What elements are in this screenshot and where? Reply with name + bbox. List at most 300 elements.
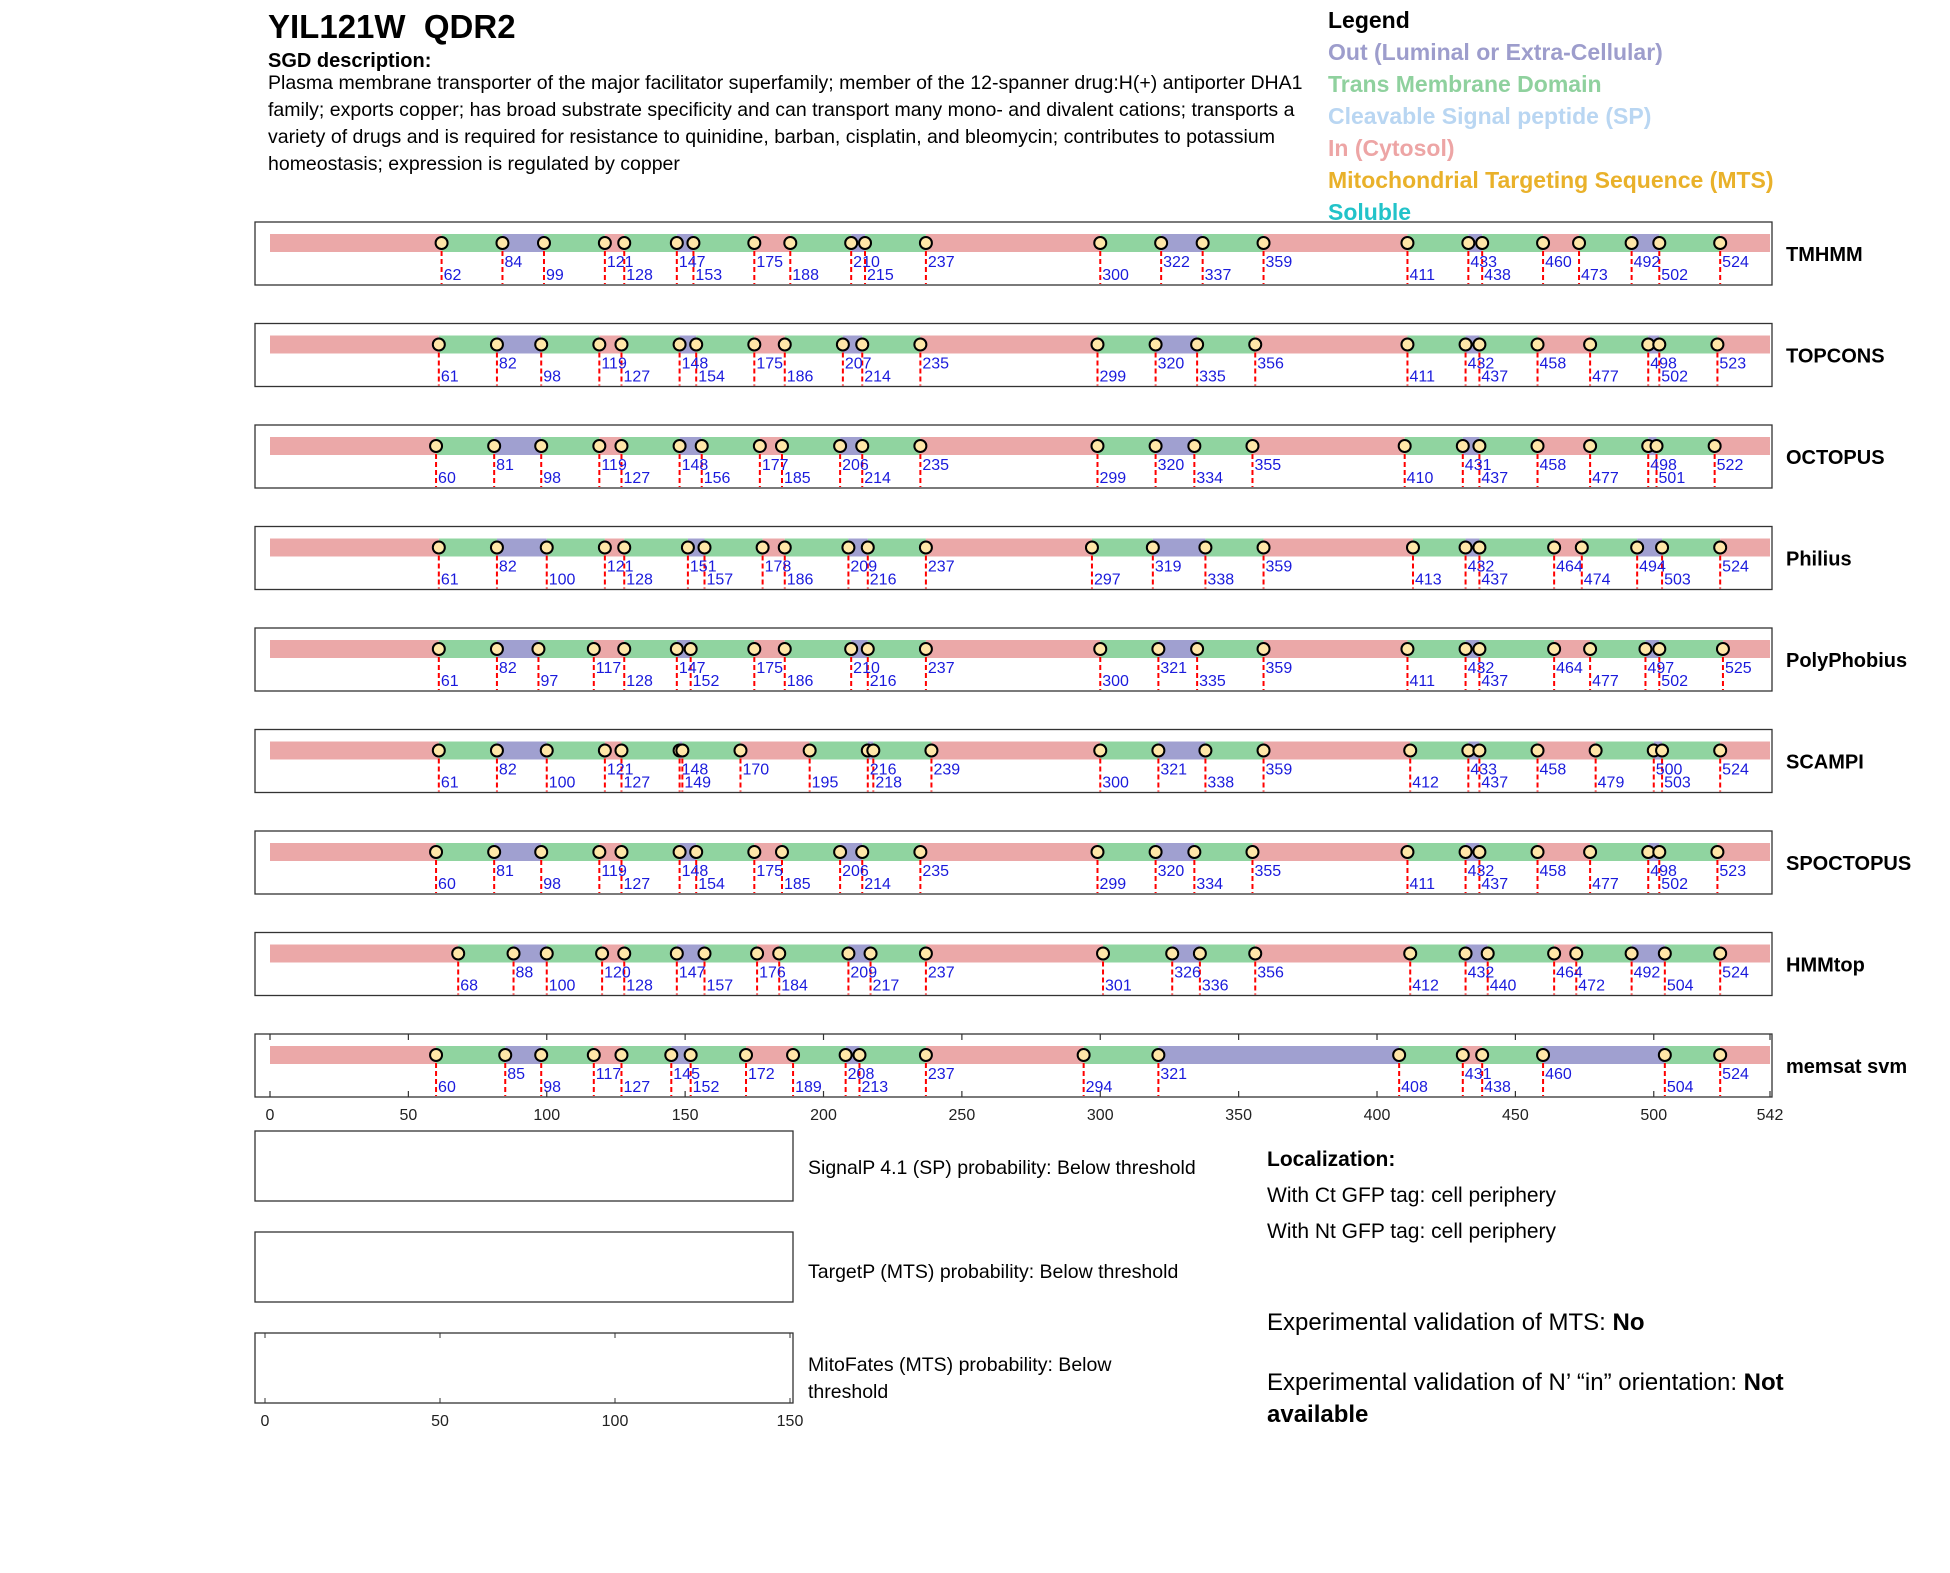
boundary-circle (845, 643, 857, 655)
boundary-circle (535, 339, 547, 351)
segment-tm (705, 539, 763, 557)
boundary-label: 148 (681, 355, 709, 373)
boundary-circle (776, 440, 788, 452)
segment-tm (1482, 234, 1543, 252)
segment-in (1252, 843, 1407, 861)
predictor-label-spoctopus: SPOCTOPUS (1786, 853, 1912, 875)
segment-out (497, 539, 547, 557)
segment-tm (621, 437, 679, 455)
boundary-circle (593, 339, 605, 351)
boundary-circle (914, 846, 926, 858)
boundary-label: 151 (689, 558, 717, 576)
boundary-circle (856, 339, 868, 351)
segment-tm (1479, 539, 1554, 557)
segment-out (1158, 1046, 1399, 1064)
boundary-label: 524 (1722, 254, 1749, 271)
segment-tm (790, 234, 851, 252)
predictor-label-philius: Philius (1786, 548, 1852, 571)
segment-tm (871, 945, 926, 963)
mitofates-label: MitoFates (MTS) probability: Below threshold (808, 1354, 1112, 1403)
boundary-label: 432 (1467, 863, 1495, 880)
boundary-label: 60 (438, 470, 456, 487)
segment-tm (1407, 640, 1465, 658)
boundary-circle (1473, 643, 1485, 655)
segment-tm (624, 234, 677, 252)
boundary-label: 148 (681, 863, 709, 880)
localization-title: Localization: (1267, 1148, 1396, 1171)
boundary-circle (1401, 643, 1413, 655)
boundary-circle (853, 1049, 865, 1061)
boundary-label: 297 (1093, 571, 1121, 589)
boundary-circle (837, 339, 849, 351)
boundary-circle (779, 542, 791, 554)
boundary-circle (1091, 440, 1103, 452)
boundary-label: 320 (1157, 457, 1185, 474)
boundary-label: 237 (927, 964, 955, 982)
boundary-circle (1401, 846, 1413, 858)
boundary-circle (748, 846, 760, 858)
exp-validation-orientation-label: Experimental validation of N’ “in” orientation: (1267, 1369, 1744, 1396)
boundary-label: 209 (850, 558, 878, 576)
boundary-circle (920, 1049, 932, 1061)
boundary-label: 100 (548, 774, 576, 792)
segment-tm (1200, 945, 1255, 963)
boundary-circle (618, 542, 630, 554)
boundary-label: 338 (1207, 774, 1235, 792)
boundary-circle (538, 237, 550, 249)
boundary-circle (1659, 948, 1671, 960)
segment-in (1538, 336, 1591, 354)
segment-tm (1399, 1046, 1463, 1064)
boundary-circle (751, 948, 763, 960)
boundary-label: 458 (1539, 863, 1567, 880)
segment-in (926, 1046, 1084, 1064)
boundary-circle (491, 542, 503, 554)
segment-tm (1479, 843, 1537, 861)
boundary-label: 186 (786, 571, 814, 589)
boundary-label: 524 (1722, 558, 1749, 576)
boundary-label: 128 (626, 977, 653, 995)
segment-in (1264, 742, 1411, 760)
x-tick-label: 500 (1640, 1107, 1668, 1124)
boundary-label: 438 (1484, 267, 1511, 284)
boundary-label: 432 (1467, 355, 1495, 373)
boundary-circle (1401, 237, 1413, 249)
boundary-circle (1091, 846, 1103, 858)
exp-validation-mts-label: Experimental validation of MTS: (1267, 1309, 1613, 1336)
segment-in (1538, 437, 1591, 455)
sgd-description-text: Plasma membrane transporter of the major facilitator superfamily; member of the 12-spanner drug:H(+) antiporter DHA1 family; exports copper; has broad substrate specificity and can transport many mono- and divalent cations; transports a variety of drugs and is required for resistance to quinidine, barban, cisplatin, and bleomycin; contributes to potassium homeostasis; expression is regulated by copper (268, 72, 1303, 175)
segment-tm (1579, 234, 1632, 252)
boundary-label: 432 (1467, 558, 1495, 576)
legend-item-in: In (Cytosol) (1328, 135, 1455, 161)
boundary-label: 121 (606, 761, 634, 779)
segment-tm (1590, 437, 1648, 455)
segment-tm (1097, 843, 1155, 861)
segment-tm (439, 336, 497, 354)
boundary-label: 464 (1556, 964, 1583, 982)
boundary-label: 206 (842, 457, 869, 474)
segment-in (270, 437, 436, 455)
boundary-circle (1094, 237, 1106, 249)
boundary-label: 82 (498, 355, 517, 373)
boundary-circle (1537, 237, 1549, 249)
segment-tm (436, 843, 494, 861)
boundary-circle (1152, 745, 1164, 757)
localization-ct: With Ct GFP tag: cell periphery (1267, 1184, 1557, 1207)
segment-tm (1407, 234, 1468, 252)
boundary-circle (1086, 542, 1098, 554)
segment-in (270, 843, 436, 861)
segment-in (270, 1046, 436, 1064)
boundary-circle (1473, 339, 1485, 351)
segment-tm (1410, 742, 1468, 760)
boundary-circle (1460, 846, 1472, 858)
boundary-label: 320 (1157, 863, 1185, 880)
segment-tm (1662, 742, 1720, 760)
boundary-circle (740, 1049, 752, 1061)
boundary-circle (862, 542, 874, 554)
segment-tm (1659, 234, 1720, 252)
boundary-circle (615, 1049, 627, 1061)
segment-tm (621, 742, 679, 760)
boundary-label: 127 (623, 1079, 651, 1096)
boundary-circle (834, 846, 846, 858)
boundary-circle (1199, 745, 1211, 757)
boundary-circle (535, 440, 547, 452)
boundary-circle (1653, 237, 1665, 249)
boundary-circle (1532, 440, 1544, 452)
boundary-label: 128 (626, 267, 653, 284)
boundary-label: 82 (498, 660, 517, 677)
boundary-label: 356 (1257, 355, 1284, 373)
boundary-circle (671, 643, 683, 655)
boundary-circle (1258, 745, 1270, 757)
segment-tm (541, 336, 599, 354)
boundary-circle (1460, 643, 1472, 655)
boundary-label: 411 (1409, 368, 1435, 386)
segment-in (1717, 336, 1770, 354)
boundary-circle (615, 745, 627, 757)
boundary-label: 127 (623, 876, 651, 893)
sgd-description-label: SGD description: (268, 50, 432, 72)
segment-tm (1582, 539, 1637, 557)
boundary-label: 98 (543, 470, 562, 487)
segment-tm (1097, 437, 1155, 455)
boundary-label: 82 (498, 761, 517, 779)
boundary-label: 61 (440, 571, 459, 589)
x-tick-label: 50 (399, 1107, 418, 1124)
x-tick-label: 300 (1086, 1107, 1114, 1124)
boundary-circle (1246, 846, 1258, 858)
boundary-circle (1155, 237, 1167, 249)
boundary-label: 82 (498, 558, 517, 576)
boundary-label: 355 (1254, 457, 1282, 474)
exp-validation-orientation-value: Not available (1267, 1369, 1784, 1428)
boundary-label: 431 (1464, 1066, 1492, 1083)
x-tick-label: 150 (671, 1107, 699, 1124)
segment-in (926, 945, 1103, 963)
segment-tm (1084, 1046, 1159, 1064)
signalp-plot (255, 1131, 793, 1201)
track-frame-philius (255, 527, 1772, 590)
boundary-circle (862, 643, 874, 655)
segment-in (920, 843, 1097, 861)
segment-tm (458, 945, 513, 963)
boundary-label: 145 (673, 1066, 700, 1083)
boundary-label: 437 (1481, 368, 1509, 386)
boundary-circle (593, 440, 605, 452)
boundary-circle (430, 846, 442, 858)
boundary-label: 99 (545, 267, 564, 284)
segment-tm (1657, 437, 1715, 455)
boundary-circle (1152, 643, 1164, 655)
boundary-label: 500 (1655, 761, 1683, 779)
segment-tm (1410, 945, 1465, 963)
boundary-label: 474 (1583, 571, 1611, 589)
segment-in (270, 336, 439, 354)
boundary-label: 207 (844, 355, 872, 373)
boundary-label: 335 (1199, 673, 1226, 690)
boundary-circle (1094, 745, 1106, 757)
boundary-label: 477 (1592, 673, 1619, 690)
boundary-circle (1199, 542, 1211, 554)
boundary-label: 172 (748, 1066, 775, 1083)
boundary-label: 437 (1481, 470, 1509, 487)
segment-out (494, 843, 541, 861)
boundary-circle (1639, 643, 1651, 655)
boundary-label: 157 (706, 977, 734, 995)
segment-in (1720, 1046, 1770, 1064)
boundary-circle (618, 237, 630, 249)
boundary-circle (1258, 643, 1270, 655)
boundary-label: 502 (1661, 267, 1689, 284)
boundary-label: 321 (1160, 1066, 1188, 1083)
segment-tm (1194, 437, 1252, 455)
boundary-label: 81 (496, 863, 514, 880)
boundary-label: 119 (601, 863, 627, 880)
x-tick-label: 0 (260, 1413, 270, 1430)
segment-tm (785, 539, 849, 557)
segment-tm (624, 640, 677, 658)
boundary-circle (1653, 846, 1665, 858)
boundary-circle (779, 339, 791, 351)
boundary-circle (787, 1049, 799, 1061)
segment-in (740, 742, 809, 760)
boundary-circle (696, 440, 708, 452)
boundary-circle (1656, 542, 1668, 554)
segment-tm (621, 1046, 671, 1064)
segment-tm (682, 742, 740, 760)
boundary-circle (748, 237, 760, 249)
boundary-circle (488, 440, 500, 452)
boundary-label: 60 (438, 876, 456, 893)
boundary-label: 214 (864, 876, 891, 893)
boundary-circle (1150, 846, 1162, 858)
boundary-circle (1714, 237, 1726, 249)
boundary-circle (541, 542, 553, 554)
boundary-label: 300 (1102, 267, 1129, 284)
boundary-circle (1584, 643, 1596, 655)
boundary-label: 437 (1481, 774, 1509, 792)
boundary-label: 359 (1265, 761, 1293, 779)
segment-in (931, 742, 1100, 760)
segment-tm (1092, 539, 1153, 557)
x-tick-label: 400 (1363, 1107, 1391, 1124)
boundary-circle (1462, 237, 1474, 249)
mitofates-plot (255, 1333, 793, 1403)
boundary-label: 334 (1196, 876, 1224, 893)
boundary-circle (1091, 339, 1103, 351)
boundary-circle (496, 237, 508, 249)
segment-in (746, 1046, 793, 1064)
boundary-circle (690, 339, 702, 351)
boundary-circle (1714, 1049, 1726, 1061)
boundary-circle (618, 643, 630, 655)
legend-item-mts: Mitochondrial Targeting Sequence (MTS) (1328, 167, 1774, 193)
segment-tm (868, 539, 926, 557)
boundary-circle (491, 745, 503, 757)
segment-tm (1596, 742, 1654, 760)
segment-tm (810, 742, 868, 760)
segment-in (1538, 742, 1596, 760)
boundary-circle (776, 846, 788, 858)
boundary-label: 502 (1661, 876, 1689, 893)
boundary-label: 157 (706, 571, 734, 589)
boundary-label: 214 (864, 368, 891, 386)
boundary-label: 239 (933, 761, 961, 779)
legend-title: Legend (1328, 7, 1410, 33)
boundary-circle (1656, 745, 1668, 757)
boundary-label: 524 (1722, 761, 1749, 779)
segment-tm (696, 843, 754, 861)
boundary-label: 209 (850, 964, 878, 982)
segment-tm (1665, 945, 1720, 963)
boundary-circle (436, 237, 448, 249)
boundary-label: 186 (786, 673, 814, 690)
boundary-circle (535, 846, 547, 858)
boundary-circle (433, 542, 445, 554)
boundary-circle (1482, 948, 1494, 960)
segment-tm (691, 640, 755, 658)
boundary-label: 359 (1265, 660, 1293, 677)
boundary-label: 300 (1102, 774, 1129, 792)
segment-in (920, 437, 1097, 455)
boundary-circle (773, 948, 785, 960)
segment-tm (1405, 437, 1463, 455)
segment-tm (1659, 640, 1723, 658)
x-tick-label: 0 (265, 1107, 275, 1124)
boundary-circle (1094, 643, 1106, 655)
segment-tm (547, 945, 602, 963)
boundary-label: 523 (1719, 355, 1747, 373)
segment-tm (1479, 742, 1537, 760)
boundary-label: 121 (606, 254, 634, 271)
boundary-label: 504 (1666, 1079, 1694, 1096)
boundary-circle (1097, 948, 1109, 960)
boundary-label: 299 (1099, 470, 1127, 487)
segment-in (1717, 843, 1770, 861)
segment-tm (1482, 1046, 1543, 1064)
segment-tm (1197, 640, 1263, 658)
boundary-circle (1711, 846, 1723, 858)
segment-tm (1479, 336, 1537, 354)
boundary-label: 84 (504, 254, 523, 271)
boundary-circle (1651, 440, 1663, 452)
boundary-label: 432 (1467, 660, 1495, 677)
page-title: YIL121W QDR2 (268, 8, 516, 45)
boundary-circle (588, 643, 600, 655)
segment-tm (544, 234, 605, 252)
boundary-circle (1548, 643, 1560, 655)
boundary-label: 437 (1481, 571, 1509, 589)
boundary-circle (599, 542, 611, 554)
boundary-label: 156 (703, 470, 731, 487)
boundary-circle (676, 745, 688, 757)
segment-in (270, 539, 439, 557)
boundary-label: 321 (1160, 761, 1188, 779)
boundary-circle (867, 745, 879, 757)
segment-tm (1103, 945, 1172, 963)
boundary-label: 152 (692, 673, 720, 690)
boundary-label: 479 (1597, 774, 1625, 792)
boundary-label: 213 (861, 1079, 889, 1096)
boundary-label: 524 (1722, 964, 1749, 982)
boundary-circle (1717, 643, 1729, 655)
predictor-label-memsat-svm: memsat svm (1786, 1056, 1908, 1078)
boundary-label: 100 (548, 571, 576, 589)
boundary-label: 215 (867, 267, 894, 284)
boundary-circle (1150, 440, 1162, 452)
segment-tm (1590, 640, 1645, 658)
boundary-circle (1473, 846, 1485, 858)
signalp-label: SignalP 4.1 (SP) probability: Below threshold (808, 1157, 1196, 1179)
boundary-label: 127 (623, 470, 651, 487)
boundary-label: 410 (1406, 470, 1434, 487)
segment-tm (1488, 945, 1554, 963)
segment-in (1720, 539, 1770, 557)
segment-tm (859, 1046, 925, 1064)
segment-in (270, 234, 442, 252)
boundary-label: 208 (847, 1066, 875, 1083)
boundary-circle (920, 542, 932, 554)
boundary-circle (508, 948, 520, 960)
boundary-circle (541, 948, 553, 960)
boundary-circle (784, 237, 796, 249)
boundary-label: 237 (927, 558, 955, 576)
boundary-label: 97 (540, 673, 559, 690)
boundary-label: 438 (1484, 1079, 1511, 1096)
boundary-label: 464 (1556, 558, 1583, 576)
boundary-label: 147 (678, 964, 706, 982)
boundary-circle (1576, 542, 1588, 554)
boundary-circle (1258, 542, 1270, 554)
boundary-label: 502 (1661, 368, 1689, 386)
boundary-label: 522 (1716, 457, 1744, 474)
boundary-label: 189 (795, 1079, 822, 1096)
segment-tm (862, 843, 920, 861)
boundary-label: 210 (853, 254, 880, 271)
boundary-label: 175 (756, 254, 784, 271)
segment-in (1723, 640, 1770, 658)
boundary-label: 235 (922, 457, 950, 474)
segment-tm (865, 234, 926, 252)
segment-tm (541, 437, 599, 455)
predictor-label-octopus: OCTOPUS (1786, 447, 1885, 469)
boundary-label: 322 (1163, 254, 1190, 271)
boundary-circle (842, 542, 854, 554)
boundary-label: 175 (756, 355, 784, 373)
